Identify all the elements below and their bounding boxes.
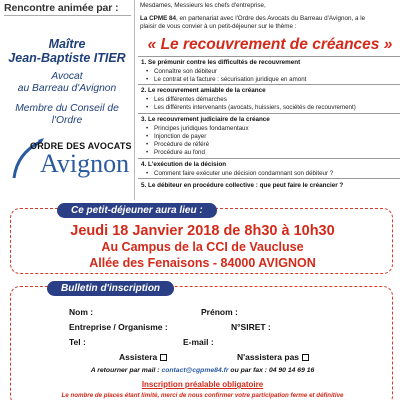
speaker-name: Jean-Baptiste ITIER [8, 51, 126, 65]
event-date: Jeudi 18 Janvier 2018 de 8h30 à 10h30 [70, 223, 335, 239]
attend-option[interactable] [119, 352, 167, 362]
places-limited-note: Le nombre de places étant limité, merci de nous confirmer votre participation ferme et définitive [61, 392, 344, 399]
section-heading: 2. Le recouvrement amiable de la créance [141, 87, 266, 94]
prenom-label[interactable]: Prénom : [201, 307, 238, 317]
program-item: • Le contrat et la facture : sécurisation juridique en amont [154, 76, 306, 83]
registration-required: Inscription préalable obligatoire [141, 380, 264, 389]
intro-line [140, 15, 365, 23]
section-heading: 5. Le débiteur en procédure collective : que peut faire le créancier ? [141, 182, 344, 189]
program-item: • Procédure de référé [154, 141, 209, 148]
not-attend-label: N'assistera pas [237, 352, 300, 362]
return-prefix: A retourner par mail : [90, 367, 162, 374]
event-venue: Au Campus de la CCI de Vaucluse [101, 240, 304, 254]
email-label[interactable]: E-mail : [183, 337, 214, 347]
program-item: • Les différents intervenants (avocats, huissiers, sociétés de recouvrement) [154, 104, 356, 111]
divider [4, 15, 131, 16]
intro-invite: plaisir de vous convier à un petit-déjeuner sur le thème : [140, 23, 297, 30]
program-item: • Principes juridiques fondamentaux [154, 125, 249, 132]
attend-checkbox[interactable] [160, 354, 167, 361]
intro-org: La CPME 84 [140, 15, 177, 22]
program-section [138, 56, 400, 83]
speaker-member-org: l'Ordre [51, 115, 83, 126]
invitation-panel [134, 0, 400, 200]
speaker-header: Rencontre animée par : [4, 2, 119, 14]
program-item: • Les différentes démarches [154, 96, 227, 103]
intro-greeting: Mesdames, Messieurs les chefs d'entreprise, [140, 2, 266, 9]
siret-label[interactable]: N°SIRET : [231, 322, 271, 332]
program-section [138, 178, 400, 189]
intro-partnership: , en partenariat avec l'Ordre des Avocats du Barreau d'Avignon, a le [176, 15, 366, 22]
not-attend-checkbox[interactable] [302, 354, 309, 361]
entreprise-label[interactable]: Entreprise / Organisme : [69, 322, 168, 332]
speaker-role: Avocat [51, 71, 83, 82]
speaker-panel [0, 0, 134, 198]
event-address: Allée des Fenaisons - 84000 AVIGNON [89, 256, 316, 270]
speaker-bar: au Barreau d'Avignon [17, 83, 117, 94]
attend-label: Assistera [119, 352, 158, 362]
return-fax: ou par fax : 04 90 14 69 16 [228, 367, 315, 374]
not-attend-option[interactable] [237, 352, 309, 362]
nom-label[interactable]: Nom : [69, 307, 94, 317]
form-pill: Bulletin d'inscription [47, 281, 174, 296]
event-details-box [10, 205, 393, 274]
return-info [11, 367, 394, 374]
event-pill: Ce petit-déjeuner aura lieu : [57, 203, 217, 218]
return-email-link[interactable]: contact@cgpme84.fr [161, 367, 229, 374]
tel-label[interactable]: Tel : [69, 337, 86, 347]
speaker-title: Maître [48, 37, 86, 51]
event-title: « Le recouvrement de créances » [147, 36, 393, 53]
speaker-member: Membre du Conseil de [15, 103, 119, 114]
logo-order-text: ORDRE DES AVOCATS [30, 141, 132, 151]
section-heading: 3. Le recouvrement judiciaire de la créance [141, 116, 270, 123]
logo-city-text: Avignon [40, 149, 130, 178]
program-section [138, 84, 400, 111]
section-heading: 4. L'exécution de la décision [141, 161, 227, 168]
program-item: • Injonction de payer [154, 133, 206, 140]
section-heading: 1. Se prémunir contre les difficultés de recouvrement [141, 59, 301, 66]
registration-form [10, 283, 393, 400]
program-item: • Procédure au fond [154, 149, 205, 156]
program-item: • Connaître son débiteur [154, 68, 217, 75]
program-item: • Comment faire exécuter une décision condamnant son débiteur ? [154, 170, 333, 177]
program-section [138, 113, 400, 156]
program-section [138, 158, 400, 177]
